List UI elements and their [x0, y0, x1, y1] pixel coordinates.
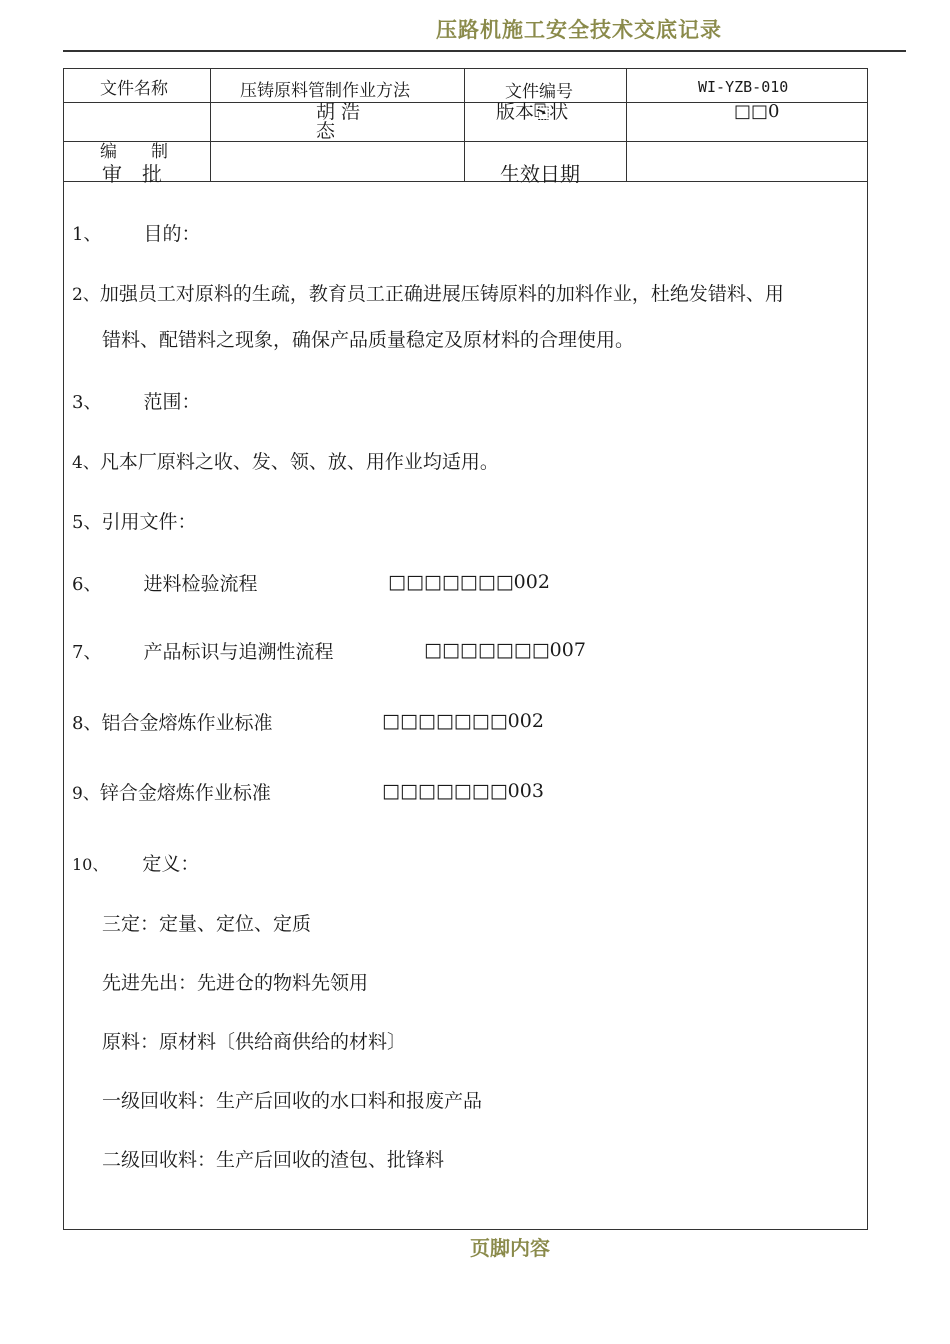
file-number-label: 文件编号	[505, 82, 573, 102]
version-value: □□0	[734, 101, 780, 122]
reference-code-text: □□□□□□□003	[382, 780, 544, 802]
item-text: 凡本厂原料之收、发、领、放、用作业均适用。	[99, 451, 499, 473]
item-text: 范围：	[143, 391, 201, 413]
table-col-divider	[210, 69, 211, 181]
document-header-title: 压路机施工安全技术交底记录	[436, 17, 722, 42]
definition-item: 先进先出：先进仓的物料先领用	[102, 972, 369, 994]
definition-item: 二级回收料：生产后回收的渣包、批锋料	[102, 1149, 445, 1171]
page-footer: 页脚内容	[470, 1236, 550, 1260]
definition-item: 三定：定量、定位、定质	[102, 913, 312, 935]
item-number: 7、	[72, 642, 102, 663]
file-name-value: 压铸原料管制作业方法	[240, 81, 410, 101]
list-item	[72, 507, 196, 534]
item-text: 定义：	[142, 853, 200, 875]
author-name-line2: 态	[316, 120, 336, 142]
file-number-value: WI-YZB-010	[698, 78, 789, 96]
item-text: 产品标识与追溯性流程	[143, 641, 334, 663]
list-item	[72, 778, 271, 805]
list-item	[72, 279, 784, 306]
table-row-divider	[64, 141, 867, 142]
effective-date-label: 生效日期	[500, 162, 580, 186]
item-text: 铝合金熔炼作业标准	[101, 712, 273, 734]
reference-code	[424, 639, 586, 661]
item-number: 1、	[72, 224, 102, 245]
item-number: 2、	[72, 285, 100, 305]
item-text: 加强员工对原料的生疏，教育员工正确进展压铸原料的加料作业，杜绝发错料、用	[99, 283, 784, 305]
item-text: 引用文件：	[101, 511, 197, 533]
list-item	[72, 708, 272, 735]
list-item-continuation: 错料、配错料之现象，确保产品质量稳定及原材料的合理使用。	[102, 329, 635, 351]
item-number: 8、	[72, 713, 102, 734]
list-item	[72, 637, 333, 664]
reference-code-text: □□□□□□□002	[382, 710, 544, 732]
item-number: 5、	[72, 512, 102, 533]
table-col-divider	[464, 69, 465, 181]
item-number: 9、	[72, 784, 100, 804]
list-item	[72, 569, 257, 596]
reference-code	[382, 710, 544, 732]
prepared-by-label: 编 制	[100, 142, 168, 162]
header-rule	[63, 50, 906, 52]
list-item	[72, 219, 200, 246]
item-text: 锌合金熔炼作业标准	[99, 782, 271, 804]
item-number: 6、	[72, 574, 102, 595]
list-item	[72, 387, 200, 414]
approved-by-label: 审 批	[102, 162, 162, 186]
item-number: 3、	[72, 392, 102, 413]
reference-code-text: □□□□□□□007	[424, 639, 586, 661]
item-text: 目的：	[143, 223, 201, 245]
reference-code-text: □□□□□□□002	[388, 571, 550, 593]
table-col-divider	[626, 69, 627, 181]
author-name-line1: 胡 浩	[316, 101, 361, 123]
file-name-label: 文件名称	[100, 79, 168, 99]
reference-code	[388, 571, 550, 593]
item-text: 进料检验流程	[143, 573, 258, 595]
list-item	[72, 447, 499, 474]
list-item	[72, 849, 199, 876]
table-row-divider	[64, 181, 867, 182]
definition-item: 原料：原材料〔供给商供给的材料〕	[102, 1031, 407, 1053]
item-number: 4、	[72, 453, 100, 473]
version-label: 版本⎘状	[496, 101, 569, 123]
item-number: 10、	[72, 855, 109, 874]
document-frame	[63, 68, 868, 1230]
definition-item: 一级回收料：生产后回收的水口料和报废产品	[102, 1090, 483, 1112]
reference-code	[382, 780, 544, 802]
